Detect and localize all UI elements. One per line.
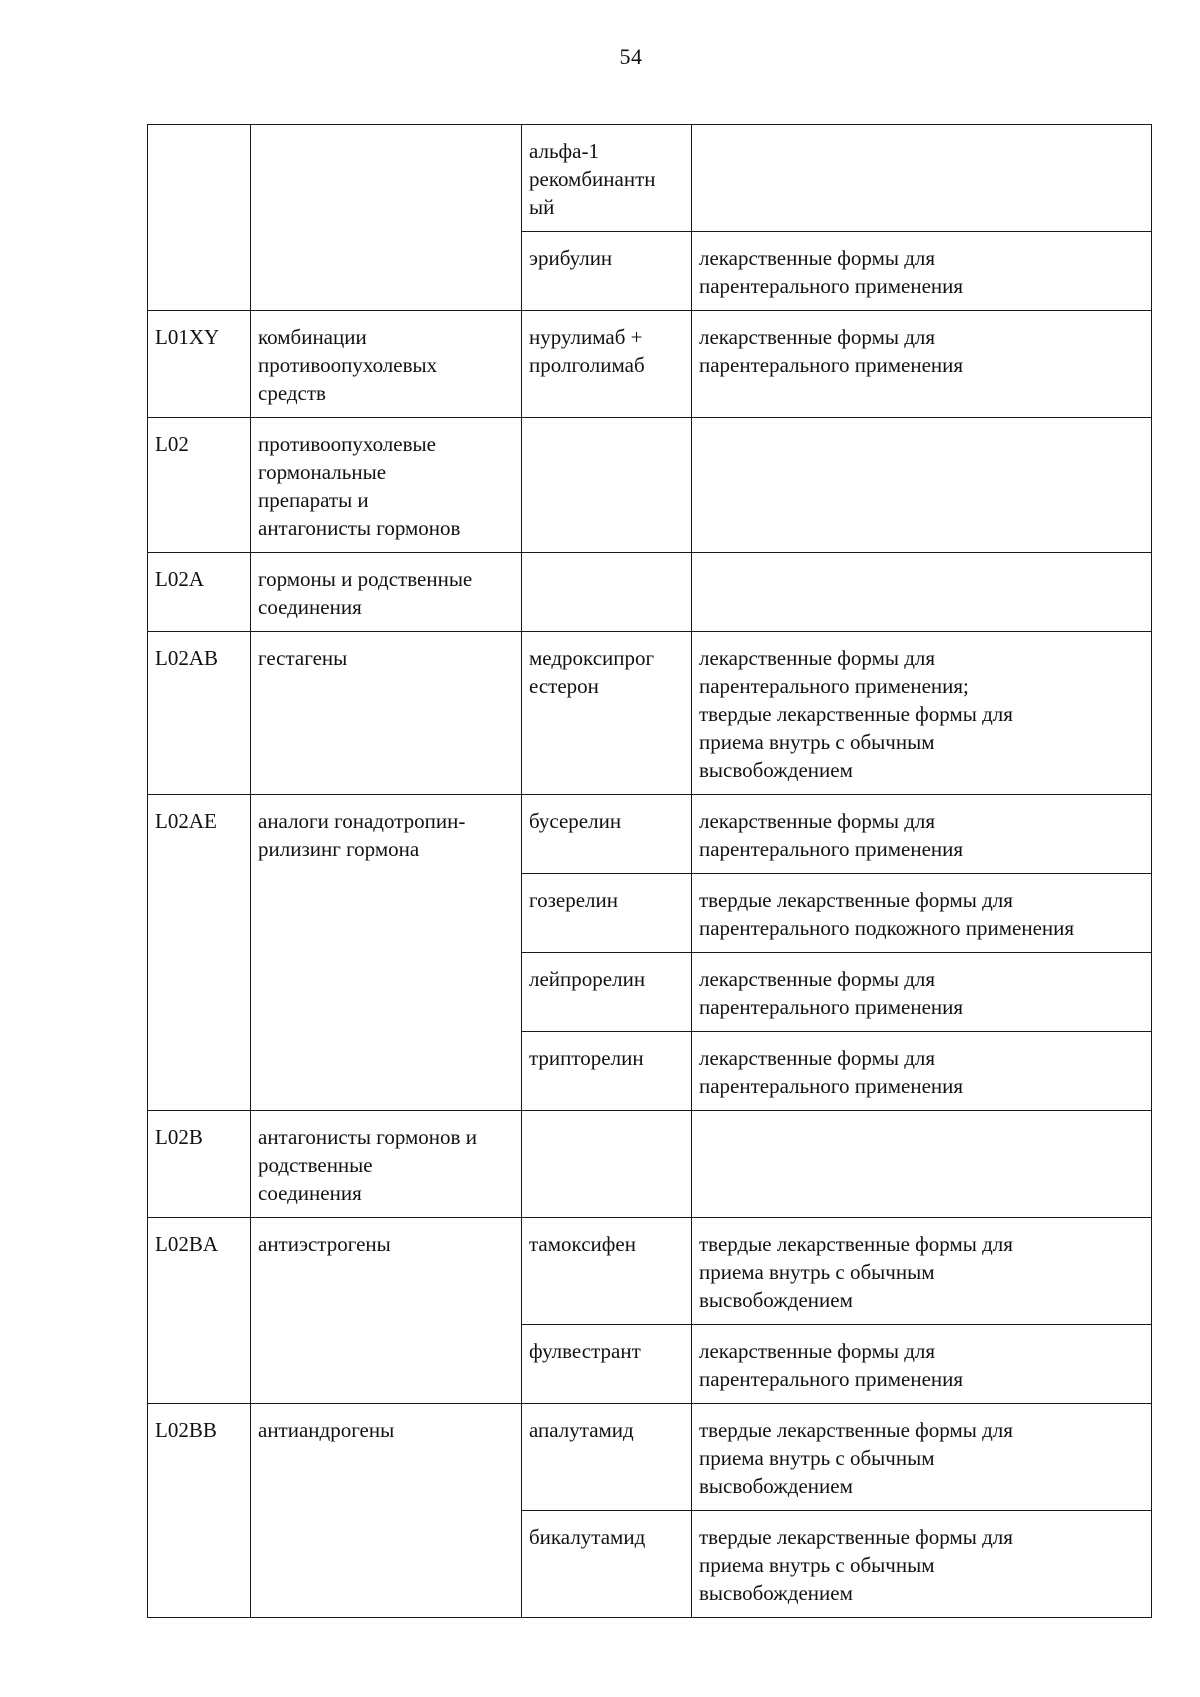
atc-group-cell: противоопухолевые гормональные препараты и антагонисты гормонов bbox=[251, 418, 522, 553]
atc-code-cell: L02 bbox=[148, 418, 251, 553]
dosage-form-cell bbox=[692, 1111, 1152, 1218]
dosage-form-cell bbox=[692, 553, 1152, 632]
atc-group-cell: комбинации противоопухолевых средств bbox=[251, 311, 522, 418]
atc-code-cell: L02BA bbox=[148, 1218, 251, 1404]
atc-code-cell: L02AE bbox=[148, 795, 251, 1111]
drug-name-cell: трипторелин bbox=[522, 1032, 692, 1111]
table-row bbox=[148, 553, 1152, 632]
drug-list-table bbox=[147, 124, 1152, 1618]
atc-code-cell: L02AB bbox=[148, 632, 251, 795]
dosage-form-cell: твердые лекарственные формы для приема внутрь с обычным высвобождением bbox=[692, 1511, 1152, 1618]
table-row bbox=[148, 1111, 1152, 1218]
atc-group-cell: антиэстрогены bbox=[251, 1218, 522, 1404]
dosage-form-cell: лекарственные формы для парентерального применения bbox=[692, 311, 1152, 418]
atc-group-cell: гестагены bbox=[251, 632, 522, 795]
drug-name-cell: альфа-1 рекомбинантн ый bbox=[522, 125, 692, 232]
atc-group-cell: аналоги гонадотропин- рилизинг гормона bbox=[251, 795, 522, 1111]
atc-code-cell: L02BB bbox=[148, 1404, 251, 1618]
table-row bbox=[148, 632, 1152, 795]
dosage-form-cell: твердые лекарственные формы для парентерального подкожного применения bbox=[692, 874, 1152, 953]
atc-code-cell bbox=[148, 125, 251, 311]
drug-name-cell: медроксипрог естерон bbox=[522, 632, 692, 795]
table-row bbox=[148, 1218, 1152, 1325]
table-row bbox=[148, 125, 1152, 232]
drug-name-cell: эрибулин bbox=[522, 232, 692, 311]
atc-group-cell bbox=[251, 125, 522, 311]
dosage-form-cell: твердые лекарственные формы для приема внутрь с обычным высвобождением bbox=[692, 1218, 1152, 1325]
table-row bbox=[148, 418, 1152, 553]
dosage-form-cell bbox=[692, 418, 1152, 553]
drug-name-cell: бусерелин bbox=[522, 795, 692, 874]
table-row bbox=[148, 1404, 1152, 1511]
atc-group-cell: гормоны и родственные соединения bbox=[251, 553, 522, 632]
drug-name-cell bbox=[522, 1111, 692, 1218]
dosage-form-cell: лекарственные формы для парентерального применения bbox=[692, 953, 1152, 1032]
drug-name-cell: лейпрорелин bbox=[522, 953, 692, 1032]
dosage-form-cell: твердые лекарственные формы для приема внутрь с обычным высвобождением bbox=[692, 1404, 1152, 1511]
dosage-form-cell: лекарственные формы для парентерального применения bbox=[692, 232, 1152, 311]
dosage-form-cell: лекарственные формы для парентерального применения bbox=[692, 795, 1152, 874]
drug-name-cell: бикалутамид bbox=[522, 1511, 692, 1618]
drug-name-cell: нурулимаб + пролголимаб bbox=[522, 311, 692, 418]
drug-name-cell: тамоксифен bbox=[522, 1218, 692, 1325]
atc-code-cell: L01XY bbox=[148, 311, 251, 418]
atc-code-cell: L02A bbox=[148, 553, 251, 632]
drug-name-cell bbox=[522, 418, 692, 553]
drug-name-cell: апалутамид bbox=[522, 1404, 692, 1511]
drug-name-cell: фулвестрант bbox=[522, 1325, 692, 1404]
drug-name-cell bbox=[522, 553, 692, 632]
drug-name-cell: гозерелин bbox=[522, 874, 692, 953]
atc-group-cell: антиандрогены bbox=[251, 1404, 522, 1618]
atc-group-cell: антагонисты гормонов и родственные соединения bbox=[251, 1111, 522, 1218]
dosage-form-cell bbox=[692, 125, 1152, 232]
table-row bbox=[148, 311, 1152, 418]
dosage-form-cell: лекарственные формы для парентерального применения; твердые лекарственные формы для приема внутрь с обычным высвобождением bbox=[692, 632, 1152, 795]
atc-code-cell: L02B bbox=[148, 1111, 251, 1218]
page-number: 54 bbox=[619, 44, 643, 69]
dosage-form-cell: лекарственные формы для парентерального применения bbox=[692, 1032, 1152, 1111]
dosage-form-cell: лекарственные формы для парентерального применения bbox=[692, 1325, 1152, 1404]
table-row bbox=[148, 795, 1152, 874]
